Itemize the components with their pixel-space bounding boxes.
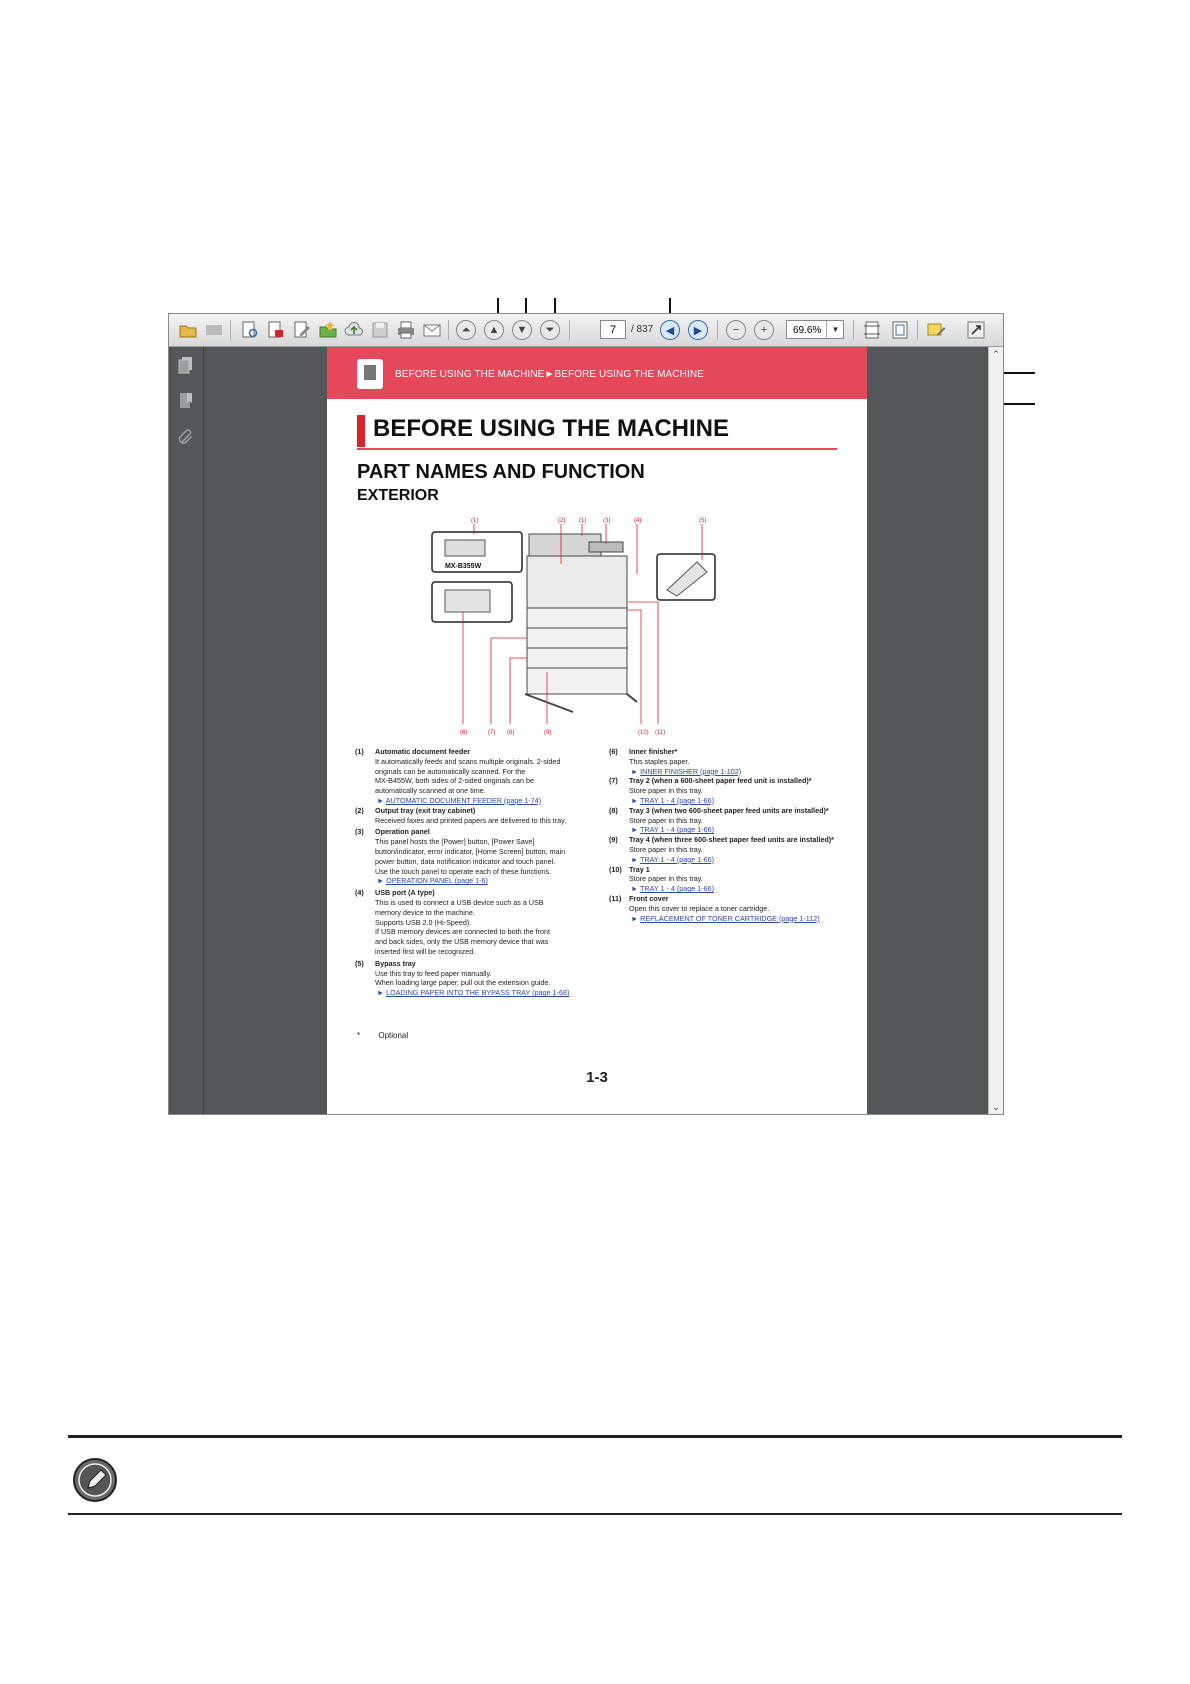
link-arrow-icon: ► <box>631 825 639 835</box>
footnote-mark: * <box>357 1031 361 1040</box>
next-view-button[interactable] <box>687 319 709 341</box>
part-description: Use this tray to feed paper manually. <box>375 968 492 978</box>
title-accent-bar <box>357 415 365 447</box>
part-name: USB port (A type) <box>375 888 435 898</box>
part-item <box>609 835 849 864</box>
part-item <box>355 747 575 806</box>
part-name: Tray 2 (when a 600-sheet paper feed unit is installed)* <box>629 776 812 786</box>
link-arrow-icon: ► <box>377 876 385 886</box>
page-header-band <box>327 347 867 399</box>
part-link[interactable]: REPLACEMENT OF TONER CARTRIDGE (page 1-112) <box>640 913 820 923</box>
part-description: Supports USB 2.0 (Hi-Speed). <box>375 917 472 927</box>
part-item <box>609 747 849 776</box>
toolbar-separator <box>569 320 570 340</box>
next-page-button[interactable] <box>511 319 533 341</box>
part-description: memory device to the machine. <box>375 907 475 917</box>
last-page-icon: ⏷ <box>540 320 560 340</box>
part-number: (6) <box>609 747 618 756</box>
bookmark-icon[interactable] <box>176 391 196 411</box>
part-description: Store paper in this tray. <box>629 786 703 796</box>
toolbar-separator <box>853 320 854 340</box>
part-link[interactable]: TRAY 1 - 4 (page 1-66) <box>640 884 715 894</box>
part-name: Inner finisher* <box>629 747 678 756</box>
previous-view-button[interactable] <box>659 319 681 341</box>
part-name: Tray 4 (when three 600-sheet paper feed units are installed)* <box>629 835 834 845</box>
part-name: Tray 3 (when two 600-sheet paper feed units are installed)* <box>629 805 829 815</box>
arrow-down-icon: ▼ <box>512 320 532 340</box>
part-name: Output tray (exit tray cabinet) <box>375 805 476 815</box>
diagram-callout: (3) <box>603 518 611 524</box>
part-item <box>355 827 575 886</box>
toolbar-separator <box>230 320 231 340</box>
part-description: Store paper in this tray. <box>629 844 703 854</box>
diagram-callout: (10) <box>638 730 649 736</box>
print-icon[interactable] <box>395 319 417 341</box>
footnote <box>357 1031 408 1040</box>
note-divider-bottom <box>68 1513 1122 1515</box>
email-icon[interactable] <box>421 319 443 341</box>
part-description: Open this cover to replace a toner cartridge. <box>629 903 770 913</box>
part-description: button/indicator, error indicator, [Home Screen] button, main <box>375 846 566 856</box>
first-page-icon: ⏶ <box>456 320 476 340</box>
page-thumbnails-icon[interactable] <box>176 355 196 375</box>
open-export-icon[interactable] <box>317 319 339 341</box>
attachment-icon[interactable] <box>176 427 196 447</box>
edit-document-icon[interactable] <box>291 319 313 341</box>
page-number: 1-3 <box>586 1069 608 1086</box>
part-link[interactable]: AUTOMATIC DOCUMENT FEEDER (page 1-74) <box>385 795 542 805</box>
viewer-toolbar <box>169 314 1003 347</box>
machine-icon <box>357 359 383 389</box>
minus-icon: − <box>726 320 746 340</box>
part-description: This staples paper. <box>629 756 690 766</box>
page-total-label: / 837 <box>631 324 654 335</box>
diagram-callout: (6) <box>460 730 468 736</box>
footnote-text: Optional <box>378 1031 409 1040</box>
plus-icon: + <box>754 320 774 340</box>
fit-width-icon[interactable] <box>861 319 883 341</box>
toolbar-separator <box>717 320 718 340</box>
last-page-button[interactable] <box>539 319 561 341</box>
part-link[interactable]: TRAY 1 - 4 (page 1-66) <box>640 795 715 805</box>
note-pencil-icon <box>72 1457 118 1503</box>
diagram-callout: (1) <box>579 518 587 524</box>
document-page <box>327 347 867 1114</box>
part-name: Tray 1 <box>629 864 650 874</box>
link-arrow-icon: ► <box>377 795 385 805</box>
part-link[interactable]: LOADING PAPER INTO THE BYPASS TRAY (page 1-68) <box>386 988 570 998</box>
diagram-callout: (9) <box>544 730 552 736</box>
breadcrumb[interactable]: BEFORE USING THE MACHINE►BEFORE USING THE MACHINE <box>395 369 704 380</box>
part-link[interactable]: TRAY 1 - 4 (page 1-66) <box>640 854 715 864</box>
diagram-callout: (11) <box>655 730 666 736</box>
parts-list-right <box>609 747 849 923</box>
arrow-up-icon: ▲ <box>484 320 504 340</box>
blurred-toolbar-icon[interactable] <box>203 319 225 341</box>
part-item <box>355 959 575 998</box>
part-item <box>355 888 575 957</box>
link-arrow-icon: ► <box>631 913 639 923</box>
part-link[interactable]: TRAY 1 - 4 (page 1-66) <box>640 825 715 835</box>
chevron-down-icon[interactable]: ▼ <box>826 321 844 338</box>
link-arrow-icon: ► <box>631 766 639 776</box>
part-number: (9) <box>609 835 618 845</box>
part-description: Store paper in this tray. <box>629 815 703 825</box>
part-number: (8) <box>609 805 618 815</box>
part-item <box>609 806 849 835</box>
page-number-input[interactable]: 7 <box>600 320 626 339</box>
fullscreen-icon[interactable] <box>965 319 987 341</box>
link-arrow-icon: ► <box>631 884 639 894</box>
first-page-button[interactable] <box>455 319 477 341</box>
diagram-callout: (2) <box>558 518 566 524</box>
part-description: This is used to connect a USB device such as a USB <box>375 897 544 907</box>
part-description: It automatically feeds and scans multiple originals. 2-sided <box>375 756 561 766</box>
previous-page-button[interactable] <box>483 319 505 341</box>
scroll-down-icon[interactable]: ⌄ <box>992 1102 1000 1112</box>
part-description: Use the touch panel to operate each of these functions. <box>375 866 552 876</box>
part-name: Bypass tray <box>375 958 416 968</box>
part-link[interactable]: OPERATION PANEL (page 1-6) <box>386 876 488 886</box>
document-search-icon[interactable] <box>239 319 261 341</box>
diagram-callout: (8) <box>507 730 515 736</box>
part-description: This panel hosts the [Power] button, [Power Save] <box>375 837 535 847</box>
part-description: and back sides, only the USB memory device that was <box>375 937 549 947</box>
zoom-in-button[interactable] <box>753 319 775 341</box>
part-description: automatically scanned at one time. <box>375 786 486 796</box>
part-number: (3) <box>355 827 364 837</box>
part-name: Automatic document feeder <box>375 747 471 756</box>
part-number: (4) <box>355 888 364 898</box>
part-item <box>355 806 575 826</box>
zoom-level-select[interactable]: 69.6% <box>786 320 844 339</box>
part-description: When loading large paper, pull out the extension guide. <box>375 978 551 988</box>
part-link[interactable]: INNER FINISHER (page 1-102) <box>640 766 742 776</box>
diagram-callout: (7) <box>488 730 496 736</box>
part-item <box>609 776 849 805</box>
link-arrow-icon: ► <box>377 988 385 998</box>
diagram-callout: (5) <box>699 518 707 524</box>
cloud-upload-icon[interactable] <box>343 319 365 341</box>
part-description: MX-B455W, both sides of 2-sided originals can be <box>375 776 535 786</box>
subsection-heading: EXTERIOR <box>357 487 439 504</box>
part-item <box>609 894 849 923</box>
model-label: MX-B355W <box>445 563 482 570</box>
part-number: (11) <box>609 893 622 903</box>
part-name: Front cover <box>629 893 669 903</box>
part-number: (2) <box>355 805 364 815</box>
part-description: originals can be automatically scanned. For the <box>375 766 526 776</box>
comment-tool-icon[interactable] <box>925 319 947 341</box>
page-title: BEFORE USING THE MACHINE <box>373 415 730 442</box>
part-description: power button, data notification indicator and touch panel. <box>375 856 556 866</box>
parts-list-left <box>355 747 575 998</box>
scroll-up-icon[interactable]: ⌃ <box>992 349 1000 359</box>
note-divider-top <box>68 1435 1122 1438</box>
diagram-callout: (4) <box>634 518 642 524</box>
save-icon[interactable] <box>369 319 391 341</box>
part-description: Received faxes and printed papers are delivered to this tray. <box>375 815 567 825</box>
section-heading: PART NAMES AND FUNCTION <box>357 461 645 483</box>
link-arrow-icon: ► <box>631 795 639 805</box>
part-description: Store paper in this tray. <box>629 874 703 884</box>
part-number: (10) <box>609 864 622 874</box>
open-folder-icon[interactable] <box>177 319 199 341</box>
vertical-scrollbar[interactable] <box>988 347 1003 1114</box>
zoom-out-button[interactable] <box>725 319 747 341</box>
arrow-right-icon: ▶ <box>688 320 708 340</box>
title-divider <box>357 448 837 450</box>
fit-page-icon[interactable] <box>889 319 911 341</box>
export-pdf-icon[interactable] <box>265 319 287 341</box>
toolbar-separator <box>917 320 918 340</box>
navigation-panel <box>169 347 204 1114</box>
part-number: (5) <box>355 958 364 968</box>
part-description: If USB memory devices are connected to both the front <box>375 927 550 937</box>
part-number: (7) <box>609 776 618 786</box>
part-name: Operation panel <box>375 827 430 837</box>
part-number: (1) <box>355 747 364 756</box>
arrow-left-icon: ◀ <box>660 320 680 340</box>
toolbar-separator <box>448 320 449 340</box>
machine-diagram <box>427 512 767 742</box>
diagram-callout: (1) <box>471 518 479 524</box>
part-description: inserted first will be recognized. <box>375 946 476 956</box>
pdf-viewer-window <box>168 313 1004 1115</box>
part-item <box>609 865 849 894</box>
link-arrow-icon: ► <box>631 854 639 864</box>
